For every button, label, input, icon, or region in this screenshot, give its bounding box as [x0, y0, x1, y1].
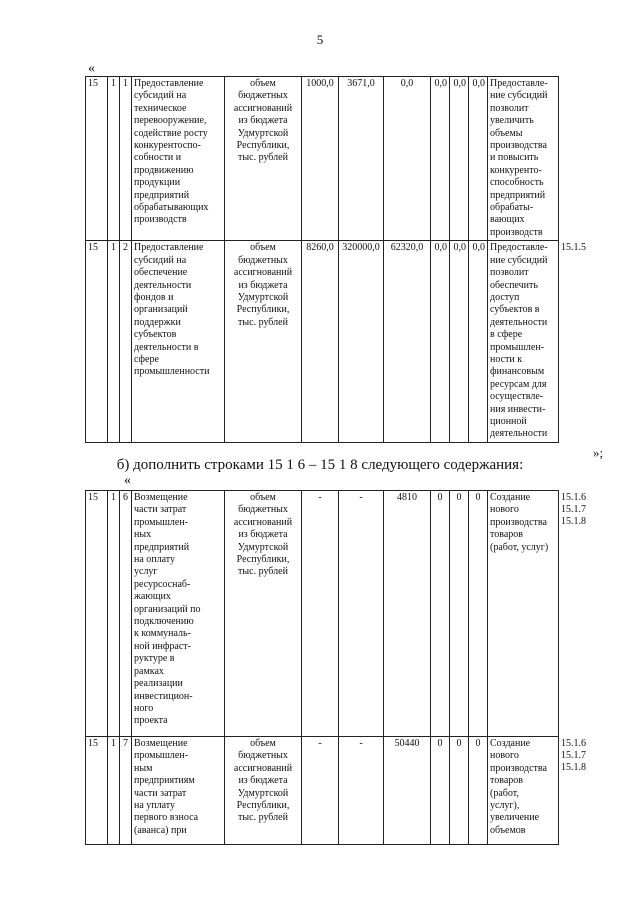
value-1: - [302, 737, 339, 845]
row-code-3: 1 [120, 77, 132, 241]
value-6: 0,0 [469, 241, 488, 443]
value-5: 0,0 [450, 241, 469, 443]
table-row [86, 77, 628, 241]
value-5: 0 [450, 737, 469, 845]
value-3: 0,0 [384, 77, 431, 241]
row-code-2: 1 [108, 491, 120, 737]
program-table-1 [85, 76, 628, 443]
value-1: 1000,0 [302, 77, 339, 241]
value-1: - [302, 491, 339, 737]
program-table-2 [85, 490, 628, 845]
row-code-3: 2 [120, 241, 132, 443]
row-code-3: 6 [120, 491, 132, 737]
value-6: 0,0 [469, 77, 488, 241]
page-number: 5 [316, 32, 324, 47]
row-code-1: 15 [86, 77, 108, 241]
value-4: 0,0 [431, 77, 450, 241]
section-heading: б) дополнить строками 15 1 6 – 15 1 8 следующего содержания: [116, 457, 524, 473]
row-code-1: 15 [86, 737, 108, 845]
measure-name: Предоставление субсидий на техническое перевооружение, содействие росту конкурентоспо- собности и продвижению продукции предприятий обрабатывающих производств [132, 77, 225, 241]
row-code-1: 15 [86, 491, 108, 737]
row-code-2: 1 [108, 77, 120, 241]
measure-name: Возмещение промышлен- ным предприятиям части затрат на уплату первого взноса (аванса) при [132, 737, 225, 845]
reference: 15.1.6 15.1.7 15.1.8 [559, 737, 628, 845]
measure-name: Предоставление субсидий на обеспечение деятельности фондов и организаций поддержки субъектов деятельности в сфере промышленности [132, 241, 225, 443]
value-1: 8260,0 [302, 241, 339, 443]
value-2: - [339, 737, 384, 845]
row-code-2: 1 [108, 241, 120, 443]
value-2: 3671,0 [339, 77, 384, 241]
indicator: объем бюджетных ассигнований из бюджета Удмуртской Республики, тыс. рублей [225, 77, 302, 241]
table-row [86, 737, 628, 845]
indicator: объем бюджетных ассигнований из бюджета Удмуртской Республики, тыс. рублей [225, 241, 302, 443]
row-code-3: 7 [120, 737, 132, 845]
value-4: 0,0 [431, 241, 450, 443]
indicator: объем бюджетных ассигнований из бюджета Удмуртской Республики, тыс. рублей [225, 737, 302, 845]
value-5: 0,0 [450, 77, 469, 241]
row-code-1: 15 [86, 241, 108, 443]
value-2: 320000,0 [339, 241, 384, 443]
table-row [86, 241, 628, 443]
expected-result: Предоставле- ние субсидий позволит обеспечить доступ субъектов в деятельности в сфере промышлен- ности к финансовым ресурсам для осуществле- ния инвести- ционной деятельности [488, 241, 559, 443]
value-3: 50440 [384, 737, 431, 845]
value-3: 4810 [384, 491, 431, 737]
expected-result: Создание нового производства товаров (работ, услуг) [488, 491, 559, 737]
value-3: 62320,0 [384, 241, 431, 443]
reference: 15.1.6 15.1.7 15.1.8 [559, 491, 628, 737]
value-4: 0 [431, 491, 450, 737]
closing-quote: »; [593, 445, 604, 460]
reference [559, 77, 628, 241]
indicator: объем бюджетных ассигнований из бюджета Удмуртской Республики, тыс. рублей [225, 491, 302, 737]
row-code-2: 1 [108, 737, 120, 845]
measure-name: Возмещение части затрат промышлен- ных предприятий на оплату услуг ресурсоснаб- жающих организаций по подключению к коммуналь- ной инфраст- руктуре в рамках реализации инвестицион- ного проекта [132, 491, 225, 737]
reference: 15.1.5 [559, 241, 628, 443]
table-row [86, 491, 628, 737]
value-5: 0 [450, 491, 469, 737]
opening-quote-2: « [124, 473, 131, 488]
value-6: 0 [469, 737, 488, 845]
expected-result: Предоставле- ние субсидий позволит увеличить объемы производства и повысить конкуренто- способность предприятий обрабаты- вающих производств [488, 77, 559, 241]
expected-result: Создание нового производства товаров (работ, услуг), увеличение объемов [488, 737, 559, 845]
value-6: 0 [469, 491, 488, 737]
opening-quote: « [88, 61, 95, 76]
value-2: - [339, 491, 384, 737]
value-4: 0 [431, 737, 450, 845]
